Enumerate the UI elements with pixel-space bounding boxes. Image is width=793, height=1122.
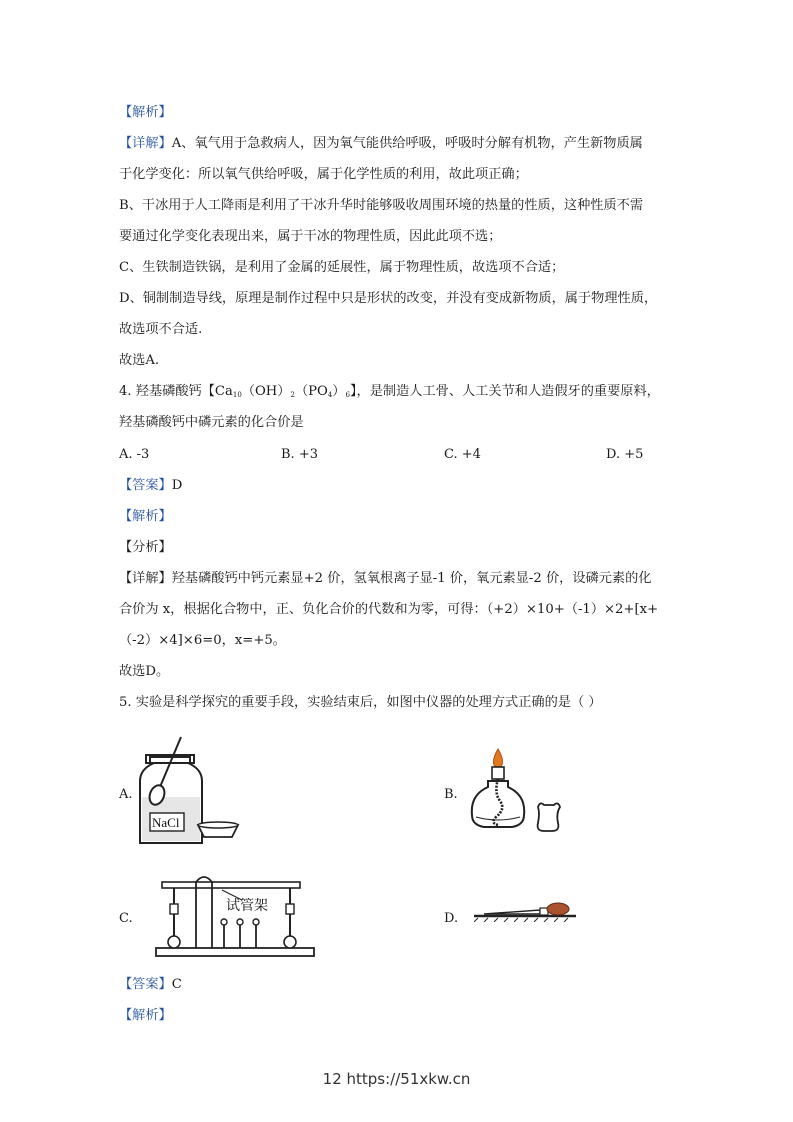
- answer-4: 【答案】D: [119, 478, 183, 493]
- lamp-cap: [538, 803, 560, 831]
- detail-4-line-2: 合价为 x，根据化合物中，正、负化合价的代数和为零，可得：（+2）×10+（-1）×2+[x+: [119, 602, 659, 617]
- flame: [494, 749, 503, 768]
- figure-c-test-tube-rack: [152, 870, 318, 960]
- q4-option-b: B. +3: [281, 447, 318, 462]
- detail-line-1: 【详解】A、氧气用于急救病人，因为氧气能供给呼吸，呼吸时分解有机物，产生新物质属: [119, 136, 643, 151]
- detail-line-6: D、铜制制造导线，原理是制作过程中只是形状的改变，并没有变成新物质，属于物理性质，: [119, 291, 658, 306]
- figure-b-alcohol-lamp: [462, 745, 572, 835]
- answer-5: 【答案】C: [119, 977, 182, 992]
- rack-base: [156, 948, 314, 956]
- detail-4-line-4: 故选D。: [119, 664, 170, 679]
- detail-line-7: 故选项不合适.: [119, 322, 203, 337]
- page-footer: 12 https://51xkw.cn: [322, 1070, 471, 1088]
- choice-line-a: 故选A.: [119, 353, 160, 368]
- wick-holder: [492, 767, 504, 779]
- detail-4-line-1: 【详解】羟基磷酸钙中钙元素显+2 价，氢氧根离子显-1 价，氧元素显-2 价，设磷元素的化: [119, 571, 652, 586]
- question-4-line-1: 4. 羟基磷酸钙【$Ca_{10}(OH)_2(PO_4)_6$】，是制造人工骨、人工关节和人造假牙的重要原料，: [119, 384, 660, 399]
- dropper-tube: [484, 910, 540, 914]
- q4-option-a: A. -3: [119, 447, 150, 462]
- rack-top-bar: [162, 882, 300, 888]
- q5-option-b-label: B.: [444, 787, 458, 802]
- detail-line-4: 要通过化学变化表现出来，属于干冰的物理性质，因此此项不选；: [119, 229, 502, 244]
- detail-line-3: B、干冰用于人工降雨是利用了干冰升华时能够吸收周围环境的热量的性质，这种性质不需: [119, 198, 643, 213]
- dropper-bulb: [547, 903, 569, 915]
- q5-option-a-label: A.: [119, 787, 133, 802]
- detail-line-2: 于化学变化：所以氧气供给呼吸，属于化学性质的利用，故此项正确；: [119, 167, 528, 182]
- nacl-label: NaCl: [152, 815, 180, 830]
- detail-line-5: C、生铁制造铁锅，是利用了金属的延展性，属于物理性质，故选项不合适；: [119, 260, 565, 275]
- q4-option-c: C. +4: [444, 447, 481, 462]
- figure-d-dropper: [470, 898, 580, 922]
- q5-option-d-label: D.: [444, 911, 459, 926]
- figure-a-reagent-bottle: [130, 735, 250, 850]
- rack-label: 试管架: [226, 898, 268, 914]
- fenxi-heading-4: 【分析】: [119, 540, 172, 555]
- analysis-heading-5: 【解析】: [119, 1008, 172, 1023]
- q4-option-d: D. +5: [606, 447, 644, 462]
- analysis-heading-4: 【解析】: [119, 509, 172, 524]
- question-4-line-2: 羟基磷酸钙中磷元素的化合价是: [119, 415, 304, 430]
- question-5: 5. 实验是科学探究的重要手段，实验结束后，如图中仪器的处理方式正确的是（ ）: [119, 695, 602, 710]
- detail-4-line-3: （-2）×4]×6=0，x=+5。: [119, 633, 286, 648]
- analysis-heading-1: 【解析】: [119, 105, 172, 120]
- q5-option-c-label: C.: [119, 911, 133, 926]
